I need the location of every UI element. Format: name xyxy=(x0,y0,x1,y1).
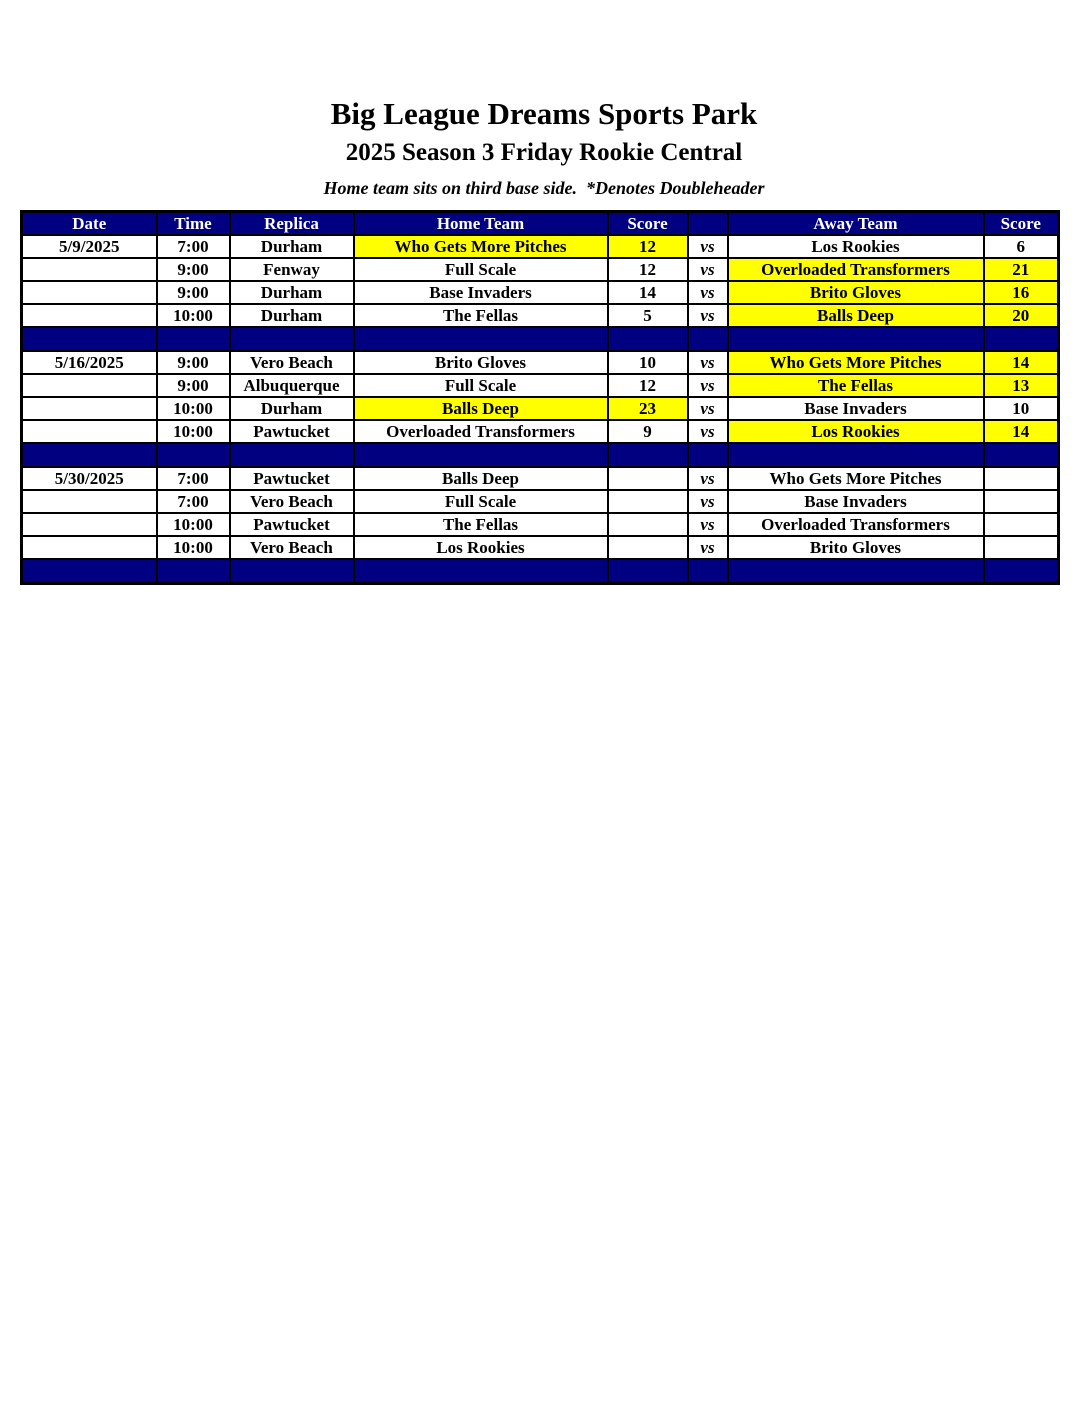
cell-replica: Durham xyxy=(230,281,354,304)
separator-cell xyxy=(354,443,608,467)
separator-cell xyxy=(984,559,1059,584)
schedule-table xyxy=(20,210,1060,585)
separator-cell xyxy=(688,443,728,467)
cell-away-team: The Fellas xyxy=(728,374,984,397)
cell-home-team: Full Scale xyxy=(354,374,608,397)
cell-vs: vs xyxy=(688,304,728,327)
cell-away-score xyxy=(984,490,1059,513)
page-subtitle: 2025 Season 3 Friday Rookie Central xyxy=(345,138,743,166)
cell-away-team: Los Rookies xyxy=(728,235,984,258)
separator-cell xyxy=(157,443,230,467)
cell-date: 5/16/2025 xyxy=(22,351,157,374)
cell-time: 7:00 xyxy=(157,490,230,513)
table-row xyxy=(22,374,1059,397)
cell-date xyxy=(22,513,157,536)
table-row xyxy=(22,304,1059,327)
cell-away-score xyxy=(984,467,1059,490)
header-row xyxy=(22,212,1059,236)
cell-date xyxy=(22,304,157,327)
cell-time: 10:00 xyxy=(157,304,230,327)
cell-time: 9:00 xyxy=(157,351,230,374)
table-row xyxy=(22,351,1059,374)
cell-away-team: Who Gets More Pitches xyxy=(728,467,984,490)
cell-away-score: 14 xyxy=(984,420,1059,443)
separator-cell xyxy=(230,443,354,467)
cell-away-team: Who Gets More Pitches xyxy=(728,351,984,374)
column-header-date: Date xyxy=(22,212,157,236)
table-row xyxy=(22,513,1059,536)
cell-away-team: Base Invaders xyxy=(728,397,984,420)
separator-cell xyxy=(608,559,688,584)
column-header-away-team: Away Team xyxy=(728,212,984,236)
cell-date xyxy=(22,420,157,443)
cell-home-score: 14 xyxy=(608,281,688,304)
cell-date: 5/30/2025 xyxy=(22,467,157,490)
cell-time: 10:00 xyxy=(157,397,230,420)
cell-time: 7:00 xyxy=(157,467,230,490)
cell-home-team: Balls Deep xyxy=(354,467,608,490)
cell-away-score: 10 xyxy=(984,397,1059,420)
cell-replica: Pawtucket xyxy=(230,467,354,490)
cell-away-score: 6 xyxy=(984,235,1059,258)
cell-vs: vs xyxy=(688,281,728,304)
cell-home-score xyxy=(608,513,688,536)
cell-home-team: Overloaded Transformers xyxy=(354,420,608,443)
cell-home-score: 5 xyxy=(608,304,688,327)
table-row xyxy=(22,467,1059,490)
separator-cell xyxy=(22,443,157,467)
cell-away-team: Brito Gloves xyxy=(728,536,984,559)
separator-row xyxy=(22,327,1059,351)
heading-block xyxy=(0,0,1088,199)
cell-home-team: Los Rookies xyxy=(354,536,608,559)
table-row xyxy=(22,235,1059,258)
cell-away-score: 20 xyxy=(984,304,1059,327)
table-row xyxy=(22,490,1059,513)
cell-time: 7:00 xyxy=(157,235,230,258)
cell-date xyxy=(22,374,157,397)
cell-replica: Vero Beach xyxy=(230,490,354,513)
cell-away-score xyxy=(984,536,1059,559)
separator-cell xyxy=(22,327,157,351)
cell-home-score xyxy=(608,490,688,513)
cell-home-score: 23 xyxy=(608,397,688,420)
cell-vs: vs xyxy=(688,258,728,281)
separator-cell xyxy=(22,559,157,584)
cell-vs: vs xyxy=(688,513,728,536)
cell-away-score: 21 xyxy=(984,258,1059,281)
cell-home-score: 12 xyxy=(608,235,688,258)
cell-time: 10:00 xyxy=(157,420,230,443)
cell-home-score: 12 xyxy=(608,374,688,397)
table-row xyxy=(22,258,1059,281)
separator-cell xyxy=(354,559,608,584)
separator-cell xyxy=(608,443,688,467)
schedule-note: Home team sits on third base side. *Denotes Doubleheader xyxy=(323,178,765,199)
cell-home-team: Who Gets More Pitches xyxy=(354,235,608,258)
cell-vs: vs xyxy=(688,351,728,374)
column-header-replica: Replica xyxy=(230,212,354,236)
cell-time: 10:00 xyxy=(157,513,230,536)
cell-replica: Durham xyxy=(230,304,354,327)
cell-home-team: Balls Deep xyxy=(354,397,608,420)
separator-cell xyxy=(157,327,230,351)
cell-away-team: Balls Deep xyxy=(728,304,984,327)
cell-date xyxy=(22,281,157,304)
cell-replica: Albuquerque xyxy=(230,374,354,397)
cell-home-score xyxy=(608,536,688,559)
separator-cell xyxy=(608,327,688,351)
cell-replica: Fenway xyxy=(230,258,354,281)
cell-replica: Vero Beach xyxy=(230,536,354,559)
table-row xyxy=(22,536,1059,559)
cell-vs: vs xyxy=(688,374,728,397)
cell-away-score: 14 xyxy=(984,351,1059,374)
cell-date xyxy=(22,258,157,281)
cell-replica: Pawtucket xyxy=(230,420,354,443)
cell-date xyxy=(22,397,157,420)
separator-cell xyxy=(728,559,984,584)
table-row xyxy=(22,420,1059,443)
cell-home-team: Base Invaders xyxy=(354,281,608,304)
separator-cell xyxy=(984,443,1059,467)
separator-row xyxy=(22,559,1059,584)
cell-date: 5/9/2025 xyxy=(22,235,157,258)
table-row xyxy=(22,281,1059,304)
cell-home-team: Full Scale xyxy=(354,258,608,281)
cell-vs: vs xyxy=(688,397,728,420)
cell-vs: vs xyxy=(688,490,728,513)
cell-replica: Durham xyxy=(230,397,354,420)
separator-cell xyxy=(157,559,230,584)
cell-time: 10:00 xyxy=(157,536,230,559)
separator-row xyxy=(22,443,1059,467)
separator-cell xyxy=(354,327,608,351)
cell-home-team: Brito Gloves xyxy=(354,351,608,374)
cell-away-score: 16 xyxy=(984,281,1059,304)
cell-time: 9:00 xyxy=(157,258,230,281)
separator-cell xyxy=(230,327,354,351)
column-header-home-score: Score xyxy=(608,212,688,236)
column-header-away-score: Score xyxy=(984,212,1059,236)
cell-replica: Vero Beach xyxy=(230,351,354,374)
separator-cell xyxy=(688,327,728,351)
column-header-time: Time xyxy=(157,212,230,236)
cell-vs: vs xyxy=(688,536,728,559)
separator-cell xyxy=(230,559,354,584)
cell-time: 9:00 xyxy=(157,281,230,304)
cell-vs: vs xyxy=(688,467,728,490)
cell-away-team: Overloaded Transformers xyxy=(728,258,984,281)
cell-vs: vs xyxy=(688,420,728,443)
column-header-home-team: Home Team xyxy=(354,212,608,236)
cell-time: 9:00 xyxy=(157,374,230,397)
cell-home-score: 10 xyxy=(608,351,688,374)
cell-replica: Durham xyxy=(230,235,354,258)
separator-cell xyxy=(728,443,984,467)
separator-cell xyxy=(984,327,1059,351)
cell-away-team: Los Rookies xyxy=(728,420,984,443)
page-title: Big League Dreams Sports Park xyxy=(330,96,758,131)
cell-home-team: The Fellas xyxy=(354,304,608,327)
cell-away-score xyxy=(984,513,1059,536)
cell-home-score: 12 xyxy=(608,258,688,281)
cell-date xyxy=(22,490,157,513)
cell-home-score xyxy=(608,467,688,490)
cell-home-team: The Fellas xyxy=(354,513,608,536)
cell-vs: vs xyxy=(688,235,728,258)
separator-cell xyxy=(728,327,984,351)
column-header-vs xyxy=(688,212,728,236)
cell-replica: Pawtucket xyxy=(230,513,354,536)
cell-date xyxy=(22,536,157,559)
table-row xyxy=(22,397,1059,420)
cell-home-score: 9 xyxy=(608,420,688,443)
separator-cell xyxy=(688,559,728,584)
cell-away-team: Base Invaders xyxy=(728,490,984,513)
cell-away-team: Brito Gloves xyxy=(728,281,984,304)
cell-home-team: Full Scale xyxy=(354,490,608,513)
cell-away-score: 13 xyxy=(984,374,1059,397)
schedule-body xyxy=(22,235,1059,584)
cell-away-team: Overloaded Transformers xyxy=(728,513,984,536)
